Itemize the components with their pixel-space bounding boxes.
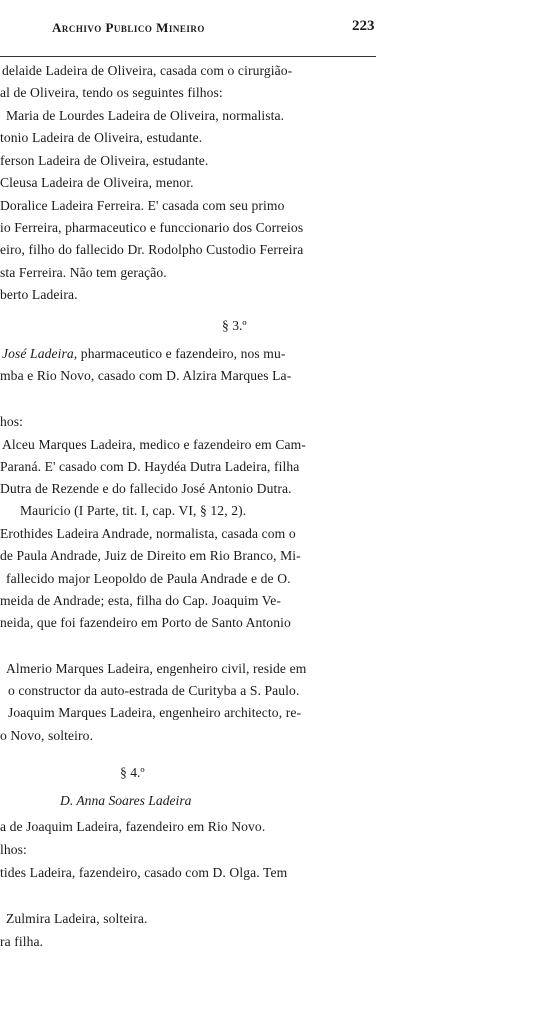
text-line: Cleusa Ladeira de Oliveira, menor. [0,175,194,190]
text-line: mba e Rio Novo, casado com D. Alzira Marques La- [0,368,292,383]
text-line: meida de Andrade; esta, filha do Cap. Joaquim Ve- [0,593,281,608]
text-line: delaide Ladeira de Oliveira, casada com o cirurgião- [2,63,293,78]
section-subheading: D. Anna Soares Ladeira [60,793,192,808]
running-head: Archivo Publico Mineiro [52,20,205,35]
text-line: io Ferreira, pharmaceutico e funccionario dos Correios [0,220,304,235]
page-number: 223 [352,18,375,34]
text-line: a de Joaquim Ladeira, fazendeiro em Rio Novo. [0,819,266,834]
text-line: Mauricio (I Parte, tit. I, cap. VI, § 12, 2). [20,503,247,518]
text-line: de Paula Andrade, Juiz de Direito em Rio Branco, Mi- [0,548,301,563]
text-line: Almerio Marques Ladeira, engenheiro civil, reside em [6,661,307,676]
text-line: o constructor da auto-estrada de Curityba a S. Paulo. [8,683,300,698]
header-rule [0,56,376,57]
text-line: Doralice Ladeira Ferreira. E' casada com seu primo [0,198,285,213]
text-line: o Novo, solteiro. [0,728,94,743]
text-line: neida, que foi fazendeiro em Porto de Santo Antonio [0,615,291,630]
text-line: Alceu Marques Ladeira, medico e fazendeiro em Cam- [2,437,306,452]
text-line: Paraná. E' casado com D. Haydéa Dutra Ladeira, filha [0,459,300,474]
text-line: berto Ladeira. [0,287,78,302]
text-line: Joaquim Marques Ladeira, engenheiro architecto, re- [8,705,302,720]
text-line: tonio Ladeira de Oliveira, estudante. [0,130,203,145]
page-header [0,18,533,42]
text-line: al de Oliveira, tendo os seguintes filhos: [0,85,223,100]
text-line: eiro, filho do fallecido Dr. Rodolpho Custodio Ferreira [0,242,304,257]
text-line: ferson Ladeira de Oliveira, estudante. [0,153,209,168]
text-line: Maria de Lourdes Ladeira de Oliveira, normalista. [6,108,285,123]
text-line: fallecido major Leopoldo de Paula Andrade e de O. [6,571,291,586]
person-name: José Ladeira, [2,346,78,361]
section-heading: § 3.º [222,318,247,333]
text-line: sta Ferreira. Não tem geração. [0,265,167,280]
text-line: Zulmira Ladeira, solteira. [6,911,148,926]
text-line: Erothides Ladeira Andrade, normalista, casada com o [0,526,296,541]
text-line: Dutra de Rezende e do fallecido José Antonio Dutra. [0,481,292,496]
section-heading: § 4.º [120,765,145,780]
text-line: lhos: [0,842,27,857]
text-line: ra filha. [0,934,44,949]
text-line [2,345,285,363]
text-line: hos: [0,414,24,429]
text-line: tides Ladeira, fazendeiro, casado com D. Olga. Tem [0,865,288,880]
text-span: pharmaceutico e fazendeiro, nos mu- [77,346,286,361]
